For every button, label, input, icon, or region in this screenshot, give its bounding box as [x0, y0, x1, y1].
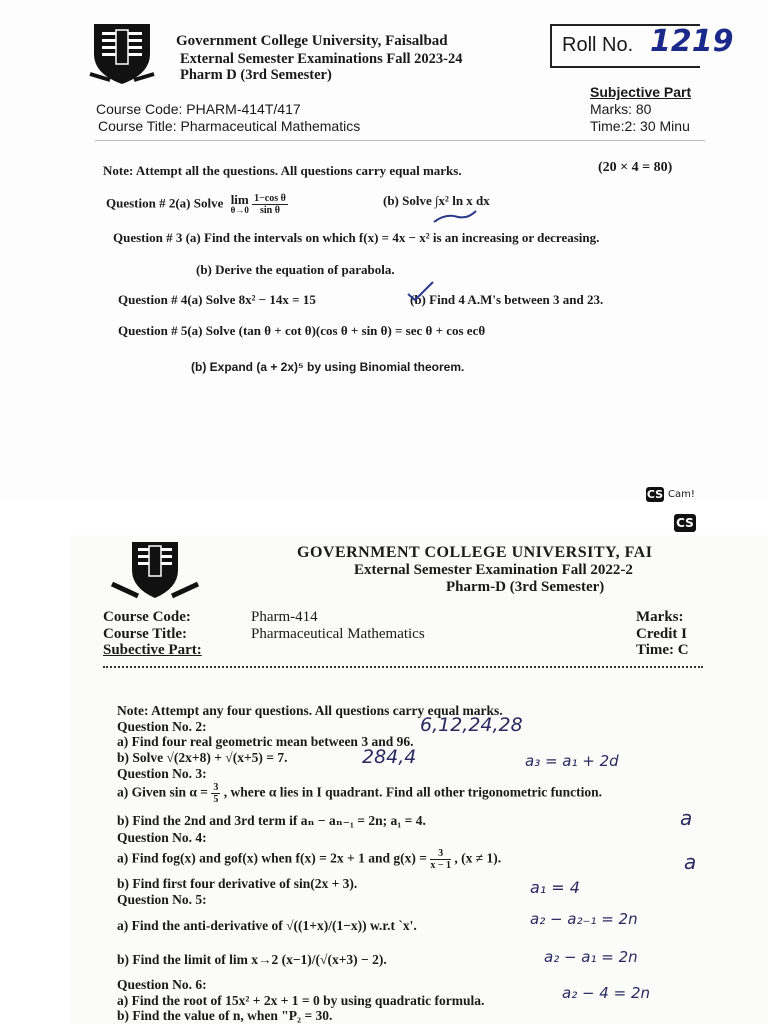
question-6a-sheet2: a) Find the root of 15x² + 2x + 1 = 0 by using quadratic formula.	[117, 993, 485, 1008]
handwritten-note-geometric-means: 6,12,24,28	[420, 714, 523, 736]
header-dotted-divider	[103, 666, 703, 668]
question-3a-suffix: , where α lies in I quadrant. Find all other trigonometric function.	[223, 784, 603, 800]
instructions-note-2: Note: Attempt any four questions. All questions carry equal marks.	[117, 703, 503, 718]
question-5b-sheet2: b) Find the limit of lim x→2 (x−1)/(√(x+3) − 2).	[117, 952, 387, 967]
subjective-part-label: Subjective Part	[590, 84, 692, 100]
roll-label: Roll No.	[562, 34, 634, 56]
time-label: Time:2: 30 Minu	[590, 118, 690, 134]
handwritten-note-formula: a₃ = a₁ + 2d	[525, 752, 619, 770]
header-divider	[95, 140, 705, 141]
handwritten-note-answer: 284,4	[362, 746, 417, 768]
question-4b-sheet2: b) Find first four derivative of sin(2x + 3).	[117, 876, 358, 891]
instructions-note: Note: Attempt all the questions. All questions carry equal marks.	[103, 163, 462, 178]
question-4a-suffix: , (x ≠ 1).	[454, 850, 502, 866]
handwritten-note-margin-a: a	[680, 806, 693, 830]
program-line-2: Pharm-D (3rd Semester)	[446, 579, 605, 595]
question-2a	[106, 193, 288, 216]
handwritten-note-step: a₂ − a₁ = 2n	[544, 948, 638, 966]
camscanner-text: Cam!	[668, 489, 695, 500]
course-code: Course Code: PHARM-414T/417	[96, 101, 301, 117]
handwritten-note-recurrence: a₂ − a₂₋₁ = 2n	[530, 910, 638, 928]
question-4a: Question # 4(a) Solve 8x² − 14x = 15	[118, 292, 316, 307]
question-2a-numerator: 1−cos θ	[254, 193, 286, 204]
question-6-heading: Question No. 6:	[117, 977, 207, 992]
course-title-value: Pharmaceutical Mathematics	[251, 626, 425, 642]
question-2a-sheet2: a) Find four real geometric mean between 3 and 96.	[117, 734, 414, 749]
handwritten-note-a1: a₁ = 4	[530, 878, 580, 897]
exam-line-2: External Semester Examination Fall 2022-2	[354, 562, 633, 578]
camscanner-badge: CS	[646, 488, 664, 501]
course-title: Course Title: Pharmaceutical Mathematics	[98, 118, 361, 134]
university-crest-logo	[88, 20, 156, 86]
question-3a: Question # 3 (a) Find the intervals on which f(x) = 4x − x² is an increasing or decreasing.	[113, 230, 600, 245]
question-4a-denominator: x − 1	[430, 860, 452, 871]
course-code-value: Pharm-414	[251, 609, 318, 625]
course-title-label: Course Title:	[103, 626, 188, 642]
question-3-heading: Question No. 3:	[117, 766, 207, 781]
question-3b: (b) Derive the equation of parabola.	[196, 262, 395, 277]
marks-label: Marks: 80	[590, 101, 652, 117]
question-2a-denominator: sin θ	[259, 205, 280, 216]
question-5-heading: Question No. 5:	[117, 892, 207, 907]
question-5a: Question # 5(a) Solve (tan θ + cot θ)(cos θ + sin θ) = sec θ + cos ecθ	[118, 323, 486, 338]
time-label-2: Time: C	[636, 642, 689, 658]
subjective-part-label-2: Subective Part:	[103, 642, 202, 658]
question-3a-numerator: 3	[213, 782, 219, 793]
handwritten-underline-mark	[432, 209, 478, 225]
question-2a-label: Question # 2(a) Solve	[106, 195, 224, 211]
program-line: Pharm D (3rd Semester)	[180, 67, 332, 83]
handwritten-note-step-2: a₂ − 4 = 2n	[562, 984, 651, 1002]
university-name: Government College University, Faisalbad	[176, 33, 448, 49]
credit-label-2: Credit I	[636, 626, 687, 642]
exam-line: External Semester Examinations Fall 2023-24	[180, 51, 463, 67]
question-4a-prefix: a) Find fog(x) and gof(x) when f(x) = 2x + 1 and g(x) =	[117, 850, 427, 866]
question-6b-sheet2: b) Find the value of n, when "P₂ = 30.	[117, 1008, 333, 1023]
question-2a-sub: θ→0	[230, 204, 249, 215]
question-2b-sheet2: b) Solve √(2x+8) + √(x+5) = 7.	[117, 750, 288, 765]
marks-label-2: Marks:	[636, 609, 684, 625]
university-crest-logo-2	[110, 540, 200, 604]
handwritten-tick-mark	[405, 280, 435, 302]
question-3a-sheet2	[117, 782, 602, 805]
question-4a-sheet2	[117, 848, 501, 871]
course-code-label: Course Code:	[103, 609, 191, 625]
question-4-heading: Question No. 4:	[117, 830, 207, 845]
question-2a-lim: lim	[230, 191, 249, 207]
question-2b: (b) Solve ∫x² ln x dx	[383, 193, 490, 208]
camscanner-badge-2: CS	[674, 514, 696, 532]
question-4b: (b) Find 4 A.M's between 3 and 23.	[410, 292, 604, 307]
university-name-2: GOVERNMENT COLLEGE UNIVERSITY, FAI	[297, 544, 653, 561]
question-3b-sheet2: b) Find the 2nd and 3rd term if aₙ − aₙ₋₁ = 2n; a₁ = 4.	[117, 813, 426, 828]
question-3a-prefix: a) Given sin α =	[117, 784, 208, 800]
question-3a-denominator: 5	[213, 794, 219, 805]
total-marks: (20 × 4 = 80)	[598, 160, 673, 175]
question-5b: (b) Expand (a + 2x)⁵ by using Binomial theorem.	[191, 360, 465, 374]
question-4a-numerator: 3	[430, 848, 451, 860]
roll-number-handwritten: 1219	[650, 24, 734, 59]
question-2-heading: Question No. 2:	[117, 719, 207, 734]
handwritten-note-margin-a-2: a	[684, 850, 697, 874]
question-5a-sheet2: a) Find the anti-derivative of √((1+x)/(1−x)) w.r.t `x'.	[117, 918, 417, 933]
